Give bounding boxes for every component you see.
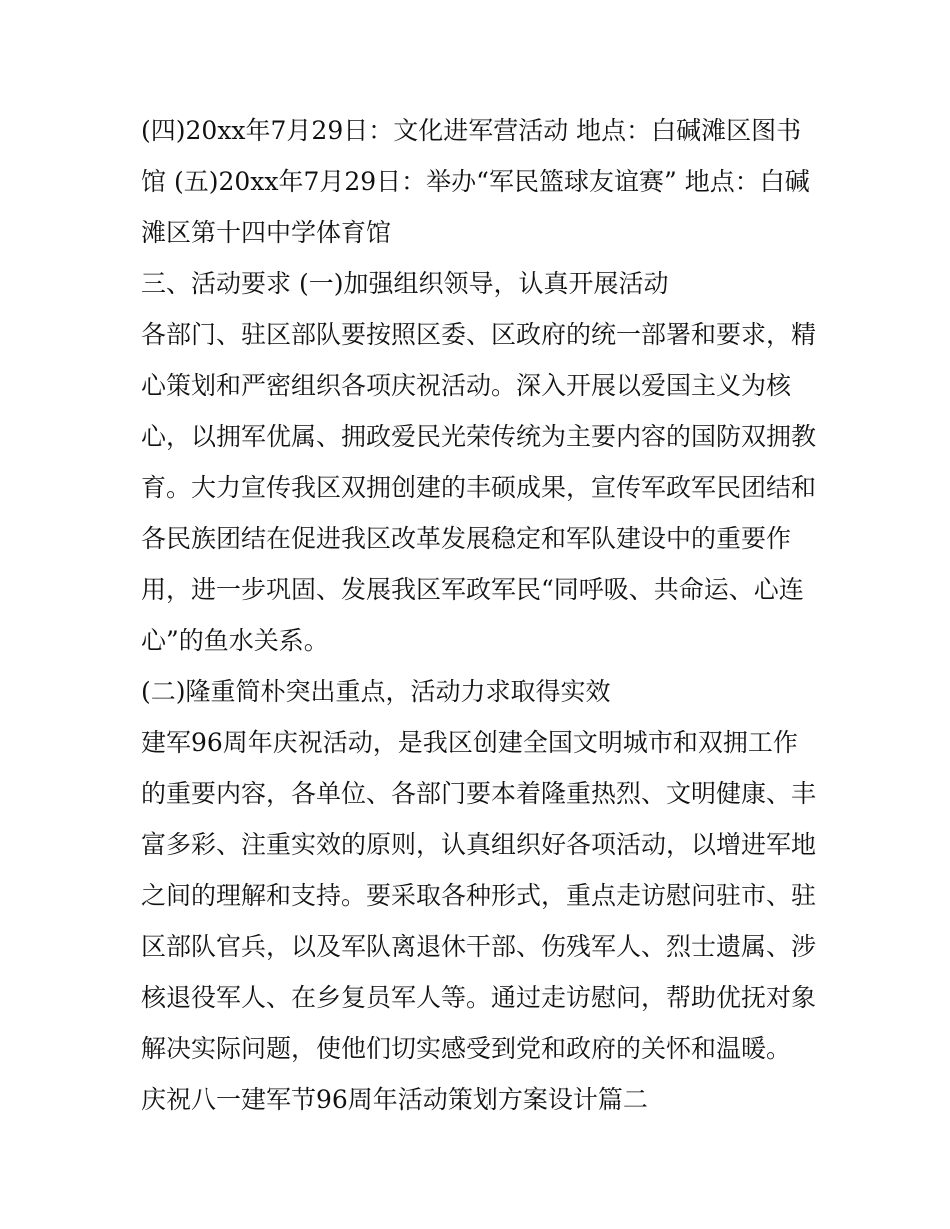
paragraph-organization: 各部门、驻区部队要按照区委、区政府的统一部署和要求，精心策划和严密组织各项庆祝活动。深入开展以爱国主义为核心，以拥军优属、拥政爱民光荣传统为主要内容的国防双拥教育。大力宣传我区双拥创建的丰硕成果，宣传军政军民团结和各民族团结在促进我区改革发展稳定和军队建设中的重要作用，进一步巩固、发展我区军政军民“同呼吸、共命运、心连心”的鱼水关系。 [141, 320, 817, 655]
heading-activity-requirements: 三、活动要求 (一)加强组织领导，认真开展活动 [141, 269, 669, 298]
paragraph-celebration: 建军96周年庆祝活动，是我区创建全国文明城市和双拥工作的重要内容，各单位、各部门要本着隆重热烈、文明健康、丰富多彩、注重实效的原则，认真组织好各项活动，以增进军地之间的理解和支持。要采取各种形式，重点走访慰问驻市、驻区部队官兵，以及军队离退休干部、伤残军人、烈士遗属、涉核退役军人、在乡复员军人等。通过走访慰问，帮助优抚对象解决实际问题，使他们切实感受到党和政府的关怀和温暖。 [141, 728, 817, 1063]
paragraph-schedule-items: (四)20xx年7月29日：文化进军营活动 地点：白碱滩区图书馆 (五)20xx年7月29日：举办“军民篮球友谊赛” 地点：白碱滩区第十四中学体育馆 [141, 116, 810, 247]
document-body [141, 105, 821, 1125]
section-title-part-two: 庆祝八一建军节96周年活动策划方案设计篇二 [141, 1085, 648, 1114]
heading-focus-results: (二)隆重简朴突出重点，活动力求取得实效 [141, 677, 611, 706]
